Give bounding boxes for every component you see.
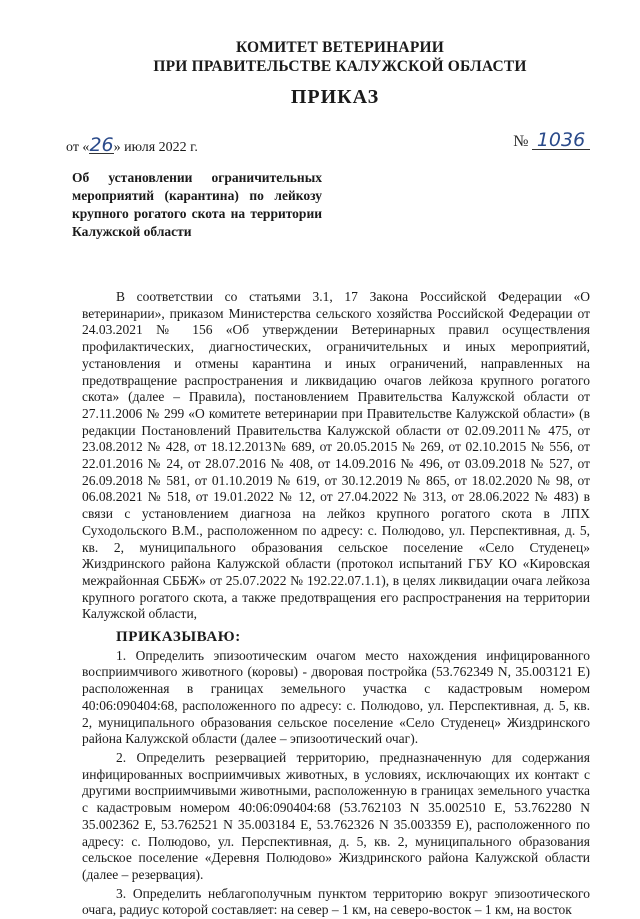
number-sign: № <box>513 133 529 150</box>
order-item-text: 3. Определить неблагополучным пунктом территорию вокруг эпизоотического очага, радиус которой составляет: на север – 1 км, на северо-восток – 1 км, на восток <box>82 885 590 918</box>
org-line-1: КОМИТЕТ ВЕТЕРИНАРИИ <box>236 39 444 56</box>
order-item-text: 2. Определить резервацией территорию, предназначенную для содержания инфицированных восприимчивых животных, в условиях, исключающих их контакт с другими восприимчивыми животными, расположенную в границах земельного участка с кадастровым номером 40:06:090404:68 (53.762103 N 35.002510 E, 53.762280 N 35.002362 E, 53.762521 N 35.003184 E, 53.762326 N 35.003359 E), расположенного по адресу: с. Полюдово, ул. Перспективная, д. 5, кв. 2, муниципального образования сельское поселение «Деревня Полюдово» Жиздринского района Калужской области (далее – резервация). <box>82 749 590 882</box>
order-heading: ПРИКАЗЫВАЮ: <box>116 629 241 646</box>
date-day-handwritten: 26 <box>89 134 114 156</box>
org-line-2: ПРИ ПРАВИТЕЛЬСТВЕ КАЛУЖСКОЙ ОБЛАСТИ <box>153 58 527 75</box>
date-number-line <box>66 129 590 156</box>
document-subject: Об установлении ограничительных мероприятий (карантина) по лейкозу крупного рогатого скота на территории Калужской области <box>72 170 322 239</box>
order-item-3 <box>82 886 590 919</box>
organization-name <box>90 38 590 76</box>
order-item-text: 1. Определить эпизоотическим очагом место нахождения инфицированного восприимчивого животного (коровы) - дворовая постройка (53.762349 N, 35.003121 E) расположенная в границах земельного участка с кадастровым номером 40:06:090404:68, расположенного по адресу: с. Полюдово, ул. Перспективная, д. 5, кв. 2, муниципального образования сельское поселение «Село Студенец» Жиздринского района Калужской области (далее – эпизоотический очаг). <box>82 647 590 747</box>
document-number <box>513 131 590 151</box>
document-body <box>82 289 590 919</box>
document-type: ПРИКАЗ <box>290 86 380 108</box>
preamble-paragraph: В соответствии со статьями 3.1, 17 Закона Российской Федерации «О ветеринарии», приказом Министерства сельского хозяйства Российской Федерации от 24.03.2021 № 156 «Об утверждении Ветеринарных правил осуществления профилактических, диагностических, ограничительных и иных мероприятий, установления и отмены карантина и иных ограничений, направленных на предотвращение распространения и ликвидацию очагов лейкоза крупного рогатого скота» (далее – Правила), постановлением Правительства Калужской области от 27.11.2006 № 299 «О комитете ветеринарии при Правительстве Калужской области» (в редакции Постановлений Правительства Калужской области от 02.09.2011№ 475, от 23.08.2012 № 428, от 18.12.2013№ 689, от 20.05.2015 № 269, от 02.10.2015 № 556, от 22.01.2016 № 24, от 28.07.2016 № 408, от 14.09.2016 № 496, от 03.09.2018 № 527, от 26.09.2018 № 581, от 01.10.2019 № 619, от 30.12.2019 № 865, от 18.02.2020 № 98, от 06.08.2021 № 518, от 19.01.2022 № 12, от 27.04.2022 № 313, от 28.06.2022 № 483) в связи с установлением диагноза на лейкоз крупного рогатого скота в ЛПХ Суходольского В.М., расположенном по адресу: с. Полюдово, ул. Перспективная, д. 5, кв. 2, муниципального образования сельское поселение «Село Студенец» Жиздринского района Калужской области (протокол испытаний ГБУ КО «Кировская межрайонная СББЖ» от 25.07.2022 № 192.22.07.1.1), в целях ликвидации очага лейкоза крупного рогатого скота, а также предотвращения его распространения на территории Калужской области, <box>82 289 590 622</box>
date-suffix: » июля 2022 г. <box>113 140 198 155</box>
order-item-1 <box>82 648 590 748</box>
document-date <box>66 134 198 156</box>
order-item-2 <box>82 750 590 884</box>
number-handwritten: 1036 <box>532 131 590 150</box>
date-prefix: от « <box>66 140 90 155</box>
